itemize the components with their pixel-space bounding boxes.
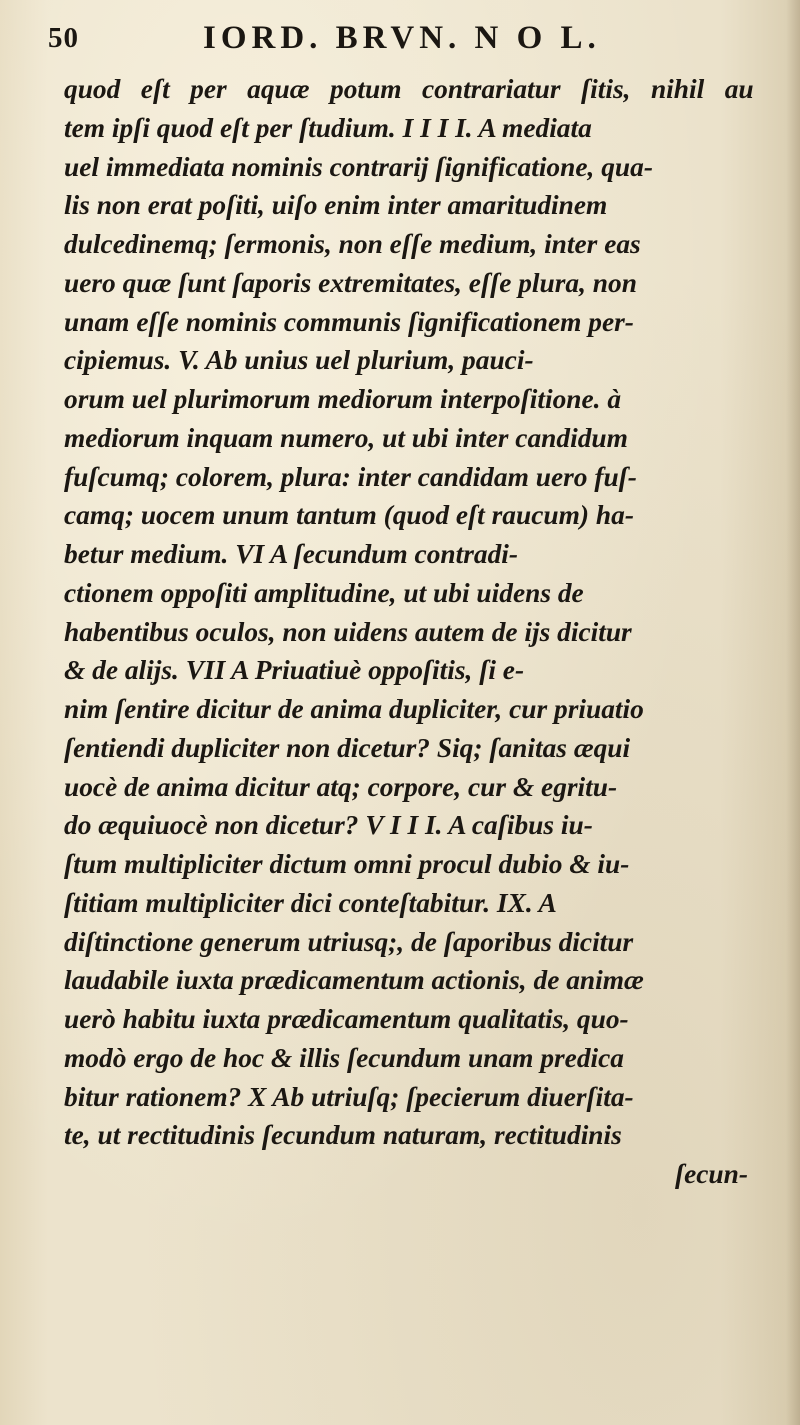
text-line: tem ipſi quod eſt per ſtudium. I I I I. A mediata [64,112,592,143]
text-line: ſtitiam multipliciter dici conteſtabitur. IX. A [64,887,557,918]
text-line: unam eſſe nominis communis ſignificationem per- [64,306,634,337]
running-head: IORD. BRVN. N O L. [203,20,601,56]
text-line: lis non erat poſiti, uiſo enim inter amaritudinem [64,190,608,221]
text-line: camq; uocem unum tantum (quod eſt raucum) ha- [64,500,634,531]
text-line: quod eſt per aquæ potum contrariatur ſitis, nihil au [64,74,754,104]
text-line: habentibus oculos, non uidens autem de ijs dicitur [64,616,632,647]
text-line: uel immediata nominis contrarij ſignificatione, qua- [64,151,653,182]
text-line: laudabile iuxta prædicamentum actionis, de animæ [64,965,644,996]
catchword: ſecun- [674,1159,748,1189]
page-number: 50 [48,22,79,54]
text-line: ctionem oppoſiti amplitudine, ut ubi uidens de [64,577,584,608]
text-line: do æquiuocè non dicetur? V I I I. A caſibus iu- [64,810,593,841]
text-line: nim ſentire dicitur de anima dupliciter, cur priuatio [64,694,644,724]
text-line: mediorum inquam numero, ut ubi inter candidum [64,422,628,453]
text-line: te, ut rectitudinis ſecundum naturam, rectitudinis [64,1120,622,1151]
text-line: uero quæ ſunt ſaporis extremitates, eſſe plura, non [64,267,637,298]
text-line: diſtinctione generum utriusq;, de ſaporibus dicitur [64,926,634,957]
page-edge-shadow [786,0,800,1425]
text-line: bitur rationem? X Ab utriuſq; ſpecierum diuerſita- [64,1081,634,1112]
text-line: betur medium. VI A ſecundum contradi- [64,539,519,569]
text-line: & de alijs. VII A Priuatiuè oppoſitis, ſi e- [64,655,525,686]
text-line: fuſcumq; colorem, plura: inter candidam uero fuſ- [64,461,637,492]
text-line: cipiemus. V. Ab unius uel plurium, pauci- [64,345,534,376]
text-line: ſentiendi dupliciter non dicetur? Siq; ſanitas æqui [64,732,631,763]
text-line: uerò habitu iuxta prædicamentum qualitatis, quo- [64,1004,629,1034]
text-line: dulcedinemq; ſermonis, non eſſe medium, inter eas [64,229,641,259]
text-line: uocè de anima dicitur atq; corpore, cur & egritu- [64,771,618,802]
text-line: modò ergo de hoc & illis ſecundum unam predica [64,1042,624,1073]
body-text [64,70,754,1194]
page-header [48,14,748,60]
text-line: orum uel plurimorum mediorum interpoſitione. à [64,384,622,414]
text-line: ſtum multipliciter dictum omni procul dubio & iu- [64,849,630,879]
